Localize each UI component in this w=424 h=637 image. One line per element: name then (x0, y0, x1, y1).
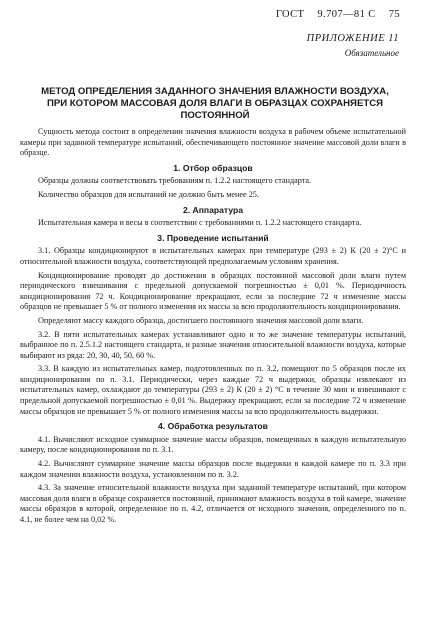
section-4-paragraph-2: 4.2. Вычисляют суммарное значение массы образцов после выдержки в каждой камере по п. 3.3 при каждом значении влажности воздуха, установленном по п. 3.2. (20, 459, 406, 479)
section-3-paragraph-4: 3.2. В пяти испытательных камерах устанавливают одно и то же значение температуры испытаний, выбранное по п. 2.5.1.2 настоящего стандарта, и разные значения относительной влажности воздуха, которые выбирают из ряда: 20, 30, 40, 50, 60 %. (20, 329, 406, 360)
page-header (266, 9, 400, 20)
section-2-paragraph-1: Испытательная камера и весы в соответствии с требованиями п. 1.2.2 настоящего стандарта. (38, 218, 362, 228)
document-title: МЕТОД ОПРЕДЕЛЕНИЯ ЗАДАННОГО ЗНАЧЕНИЯ ВЛАЖНОСТИ ВОЗДУХА, ПРИ КОТОРОМ МАССОВАЯ ДОЛЯ ВЛАГИ В ОБРАЗЦАХ СОХРАНЯЕТСЯ ПОСТОЯННОЙ (41, 86, 389, 121)
section-3-paragraph-5: 3.3. В каждую из испытательных камер, подготовленных по п. 3.2, помещают по 5 образцов после их кондиционирования по п. 3.1. Периодически, через каждые 72 ч выдержки, образцы извлекают из испытательных камер, охлаждают до температуры (293 ± 2) К (20 ± 2) °С в течение 30 мин и взвешивают с предельной допускаемой погрешностью ± 0,01 %. Выдержку прекращают, если за последние 72 ч изменение массы образцов не превышает 5 % от полного изменения массы за всю продолжительность выдержки. (20, 364, 406, 416)
document-body (20, 127, 406, 529)
appendix-label: ПРИЛОЖЕНИЕ 11 (306, 33, 399, 44)
section-4-heading: 4. Обработка результатов (158, 421, 268, 432)
page-number: 75 (388, 9, 400, 20)
standard-number: 9.707—81 С (317, 9, 376, 20)
section-4-paragraph-1: 4.1. Вычисляют исходное суммарное значение массы образцов, помещенных в каждую испытательную камеру, после кондиционирования по п. 3.1. (20, 434, 406, 455)
section-1-paragraph-1: Образцы должны соответствовать требованиям п. 1.2.2 настоящего стандарта. (38, 176, 312, 186)
standard-prefix: ГОСТ (275, 9, 305, 20)
section-2-heading: 2. Аппаратура (182, 204, 244, 215)
section-1-paragraph-2: Количество образцов для испытаний не должно быть менее 25. (38, 189, 259, 199)
section-3-paragraph-2: Кондиционирование проводят до достижения в образцах постоянной массовой доли влаги путем периодического взвешивания с предельной допускаемой погрешностью ± 0,01 %. Периодичность кондиционирования 72 ч. Кондиционирование прекращают, если за последние 72 ч изменение массы образцов не превышает 5 % от полного изменения их массы за всю продолжительность кондиционирования. (20, 270, 406, 312)
section-3-paragraph-3: Определяют массу каждого образца, достигшего постоянного значения массовой доли влаги. (38, 315, 364, 325)
section-3-heading: 3. Проведение испытаний (157, 232, 269, 243)
section-3-paragraph-1: 3.1. Образцы кондиционируют в испытательных камерах при температуре (293 ± 2) К (20 ± 2)°С и относительной влажности воздуха, соответствующей предполагаемым условиям хранения. (20, 246, 406, 266)
section-4-paragraph-3: 4.3. За значение относительной влажности воздуха при заданной температуре испытаний, при котором массовая доля влаги в образце сохраняется постоянной, принимают влажность воздуха в той камере, значение массы образцов в которой, определенное по п. 4.2, отличается от исходного значения, определенного по п. 4.1, не более чем на 0,02 %. (20, 483, 406, 524)
appendix-status: Обязательное (344, 48, 399, 58)
section-1-heading: 1. Отбор образцов (173, 162, 253, 173)
intro-paragraph: Сущность метода состоит в определении значения влажности воздуха в рабочем объеме испытательной камеры при заданной температуре испытаний, обеспечивающего постоянное значение массовой доли влаги в образце. (20, 127, 406, 158)
